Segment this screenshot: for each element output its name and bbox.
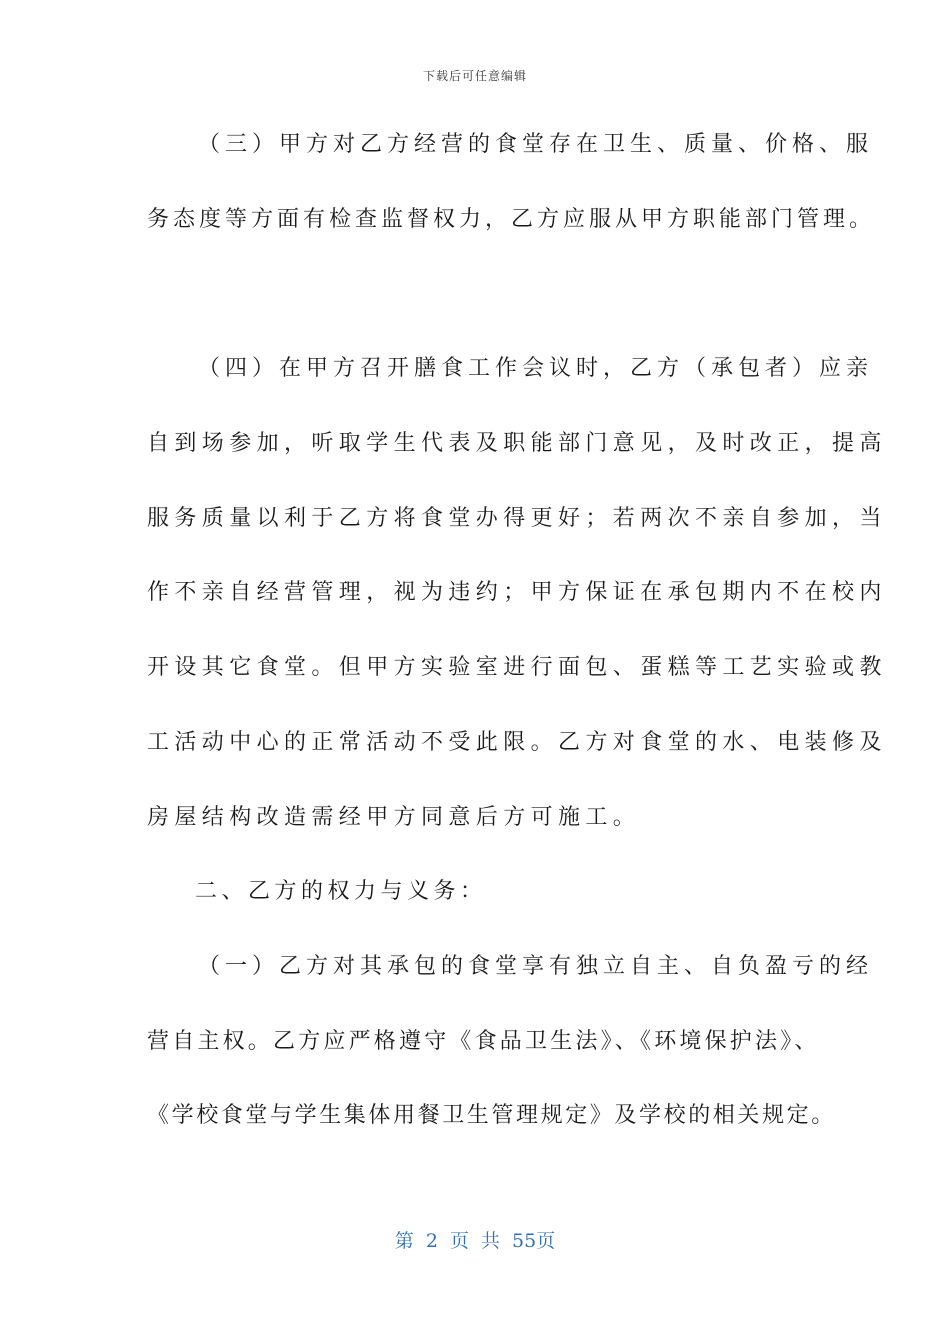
- paragraph-line: 《学校食堂与学生集体用餐卫生管理规定》及学校的相关规定。: [147, 1103, 836, 1128]
- paragraph-line: 工活动中心的正常活动不受此限。乙方对食堂的水、电装修及: [147, 730, 887, 755]
- paragraph-line: 房屋结构改造需经甲方同意后方可施工。: [147, 805, 641, 830]
- paragraph-line: 务态度等方面有检查监督权力，乙方应服从甲方职能部门管理。: [147, 207, 876, 232]
- paragraph-line: （四）在甲方召开膳食工作会议时，乙方（承包者）应亲: [198, 356, 874, 381]
- section-heading: 二、乙方的权力与义务：: [195, 879, 487, 904]
- paragraph-line: （一）乙方对其承包的食堂享有独立自主、自负盈亏的经: [198, 954, 874, 979]
- paragraph-line: 服务质量以利于乙方将食堂办得更好；若两次不亲自参加，当: [147, 506, 887, 531]
- paragraph-line: （三）甲方对乙方经营的食堂存在卫生、质量、价格、服: [198, 132, 874, 157]
- paragraph-line: 自到场参加，听取学生代表及职能部门意见，及时改正，提高: [147, 431, 887, 456]
- paragraph-line: 作不亲自经营管理，视为违约；甲方保证在承包期内不在校内: [147, 580, 887, 605]
- paragraph-line: 开设其它食堂。但甲方实验室进行面包、蛋糕等工艺实验或教: [147, 655, 887, 680]
- header-note: 下载后可任意编辑: [422, 69, 527, 83]
- paragraph-line: 营自主权。乙方应严格遵守《食品卫生法》、《环境保护法》、: [147, 1029, 820, 1054]
- page-number-footer: 第 2 页 共 55页: [394, 1230, 556, 1252]
